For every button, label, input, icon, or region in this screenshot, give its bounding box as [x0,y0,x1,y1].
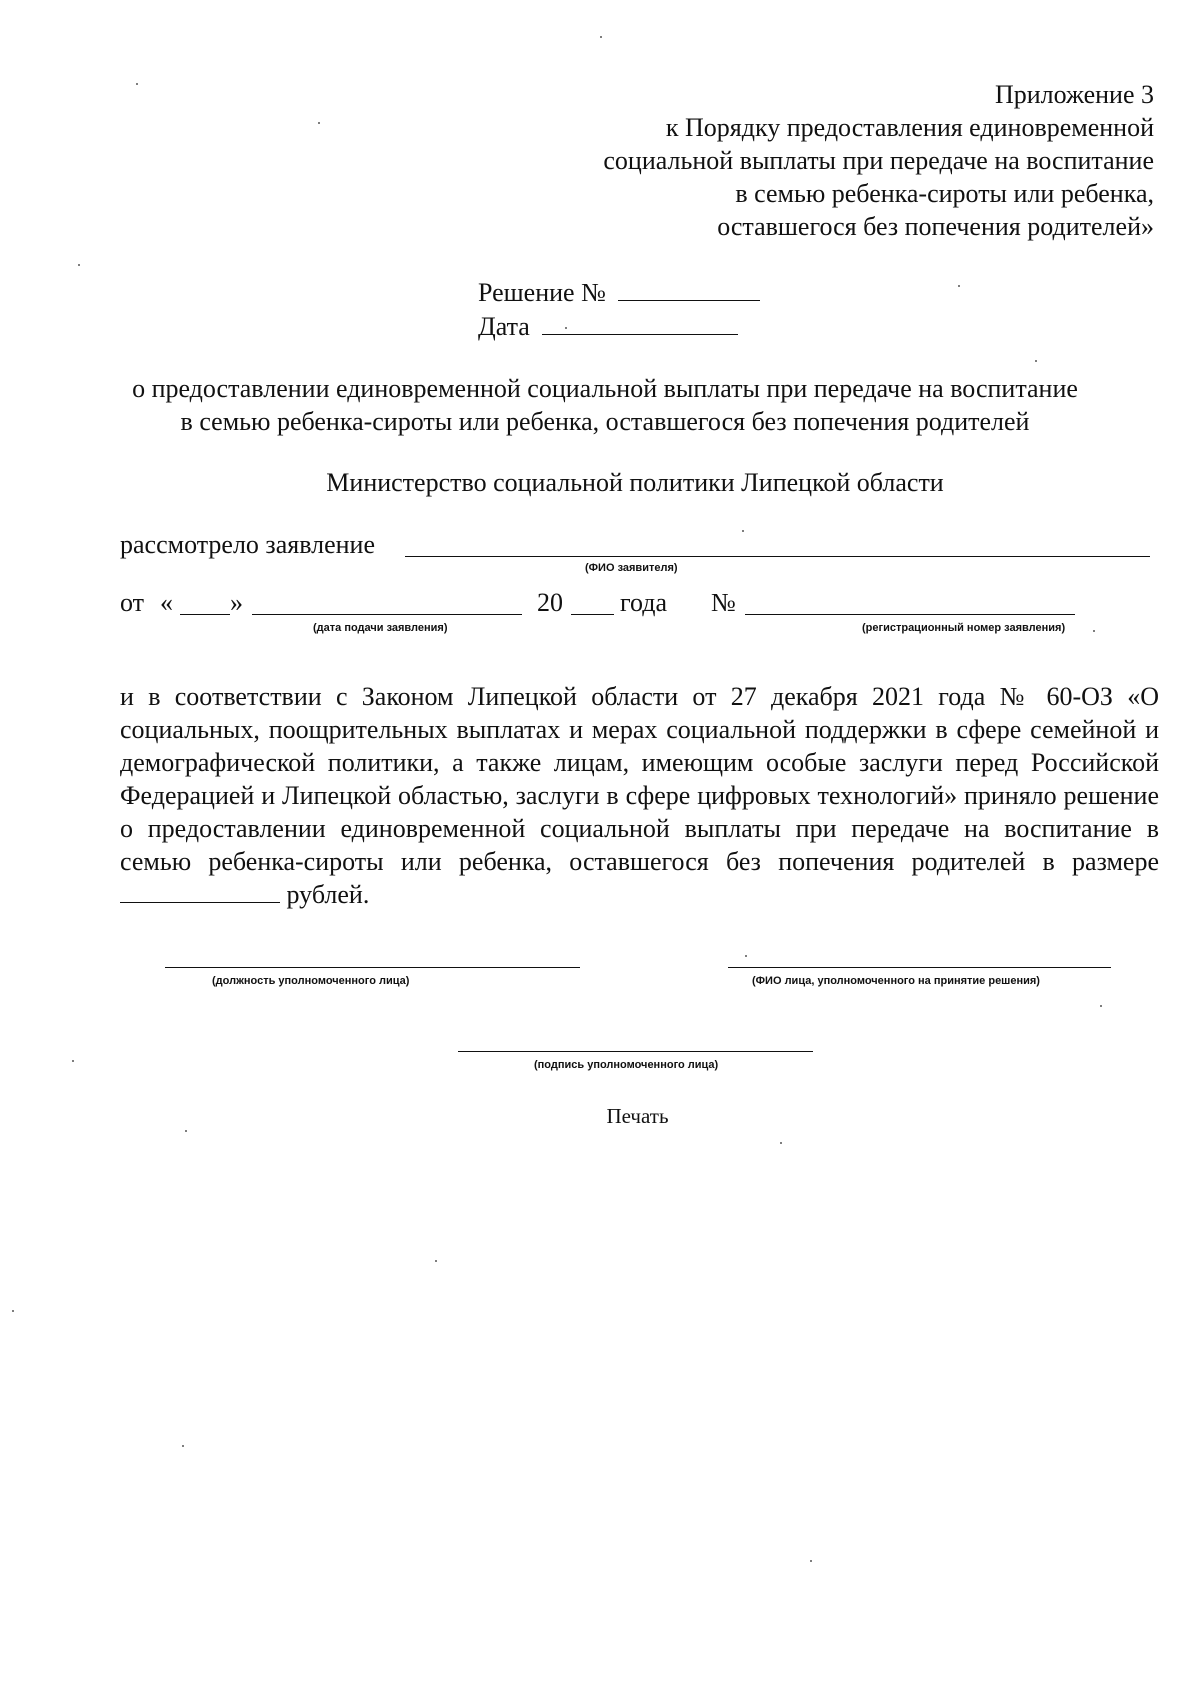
scan-speck [78,264,80,266]
subject-line: о предоставлении единовременной социальной выплаты при передаче на воспитание [132,374,1078,403]
stamp-label: Печать [606,1104,669,1128]
amount-blank[interactable] [120,880,280,903]
close-quote: » [230,588,243,617]
considered-label: рассмотрело заявление [120,530,376,559]
decision-body [120,680,1159,911]
scan-speck [742,530,744,532]
decision-number-row [478,276,760,310]
scan-speck [72,1060,74,1062]
registration-caption: (регистрационный номер заявления) [862,622,1066,634]
number-sign: № [711,588,736,617]
from-label: от [120,588,145,617]
year-blank[interactable] [571,614,614,615]
body-text: и в соответствии с Законом Липецкой области от 27 декабря 2021 года № 60-ОЗ «О социальных, поощрительных выплатах и мерах социальной поддержки в сфере семейной и демографической политики, а также лицам, имеющим особые заслуги перед Российской Федерацией и Липецкой областью, заслуги в сфере цифровых технологий» приняло решение о предоставлении единовременной социальной выплаты при передаче на воспитание в семью ребенка-сироты или ребенка, оставшегося без попечения родителей в размере [120,682,1159,876]
scan-speck [185,1130,187,1132]
scan-speck [182,1445,184,1447]
appendix-line: к Порядку предоставления единовременной [665,113,1154,142]
scan-speck [780,1142,782,1144]
scan-speck [600,36,602,38]
appendix-line: социальной выплаты при передаче на воспитание [603,146,1154,175]
signature-caption: (подпись уполномоченного лица) [534,1059,719,1071]
month-blank[interactable] [252,614,522,615]
year-prefix: 20 [537,588,563,617]
scan-speck [565,327,567,329]
open-quote: « [160,588,173,617]
applicant-caption: (ФИО заявителя) [585,562,678,574]
subject-line: в семью ребенка-сироты или ребенка, оставшегося без попечения родителей [180,407,1030,436]
decision-date-blank[interactable] [542,312,738,335]
appendix-line: оставшегося без попечения родителей» [717,212,1154,241]
appendix-line: в семью ребенка-сироты или ребенка, [735,179,1154,208]
body-text-end: рублей. [286,880,370,909]
date-caption: (дата подачи заявления) [313,622,448,634]
scan-speck [810,1560,812,1562]
scan-speck [435,1260,437,1262]
scan-speck [745,955,747,957]
scan-speck [12,1310,14,1312]
scan-speck [136,83,138,85]
applicant-name-blank[interactable] [405,556,1150,557]
position-caption: (должность уполномоченного лица) [212,975,410,987]
registration-number-blank[interactable] [745,614,1075,615]
decision-date-label: Дата [478,312,530,341]
decision-number-label: Решение № [478,278,606,307]
decision-subject [60,372,1150,438]
appendix-line: Приложение 3 [994,80,1154,109]
position-blank[interactable] [165,967,580,968]
decision-block [478,276,760,344]
official-name-caption: (ФИО лица, уполномоченного на принятие решения) [752,975,1040,987]
scan-speck [1100,1005,1102,1007]
decision-number-blank[interactable] [618,278,760,301]
scan-speck [1035,360,1037,362]
year-suffix: года [620,588,668,617]
scan-speck [1093,630,1095,632]
scan-speck [958,285,960,287]
appendix-header [454,78,1154,243]
ministry-name: Министерство социальной политики Липецкой области [326,468,944,497]
decision-date-row [478,310,760,344]
day-blank[interactable] [180,614,230,615]
official-name-blank[interactable] [728,967,1111,968]
signature-blank[interactable] [458,1051,813,1052]
scan-speck [318,122,320,124]
